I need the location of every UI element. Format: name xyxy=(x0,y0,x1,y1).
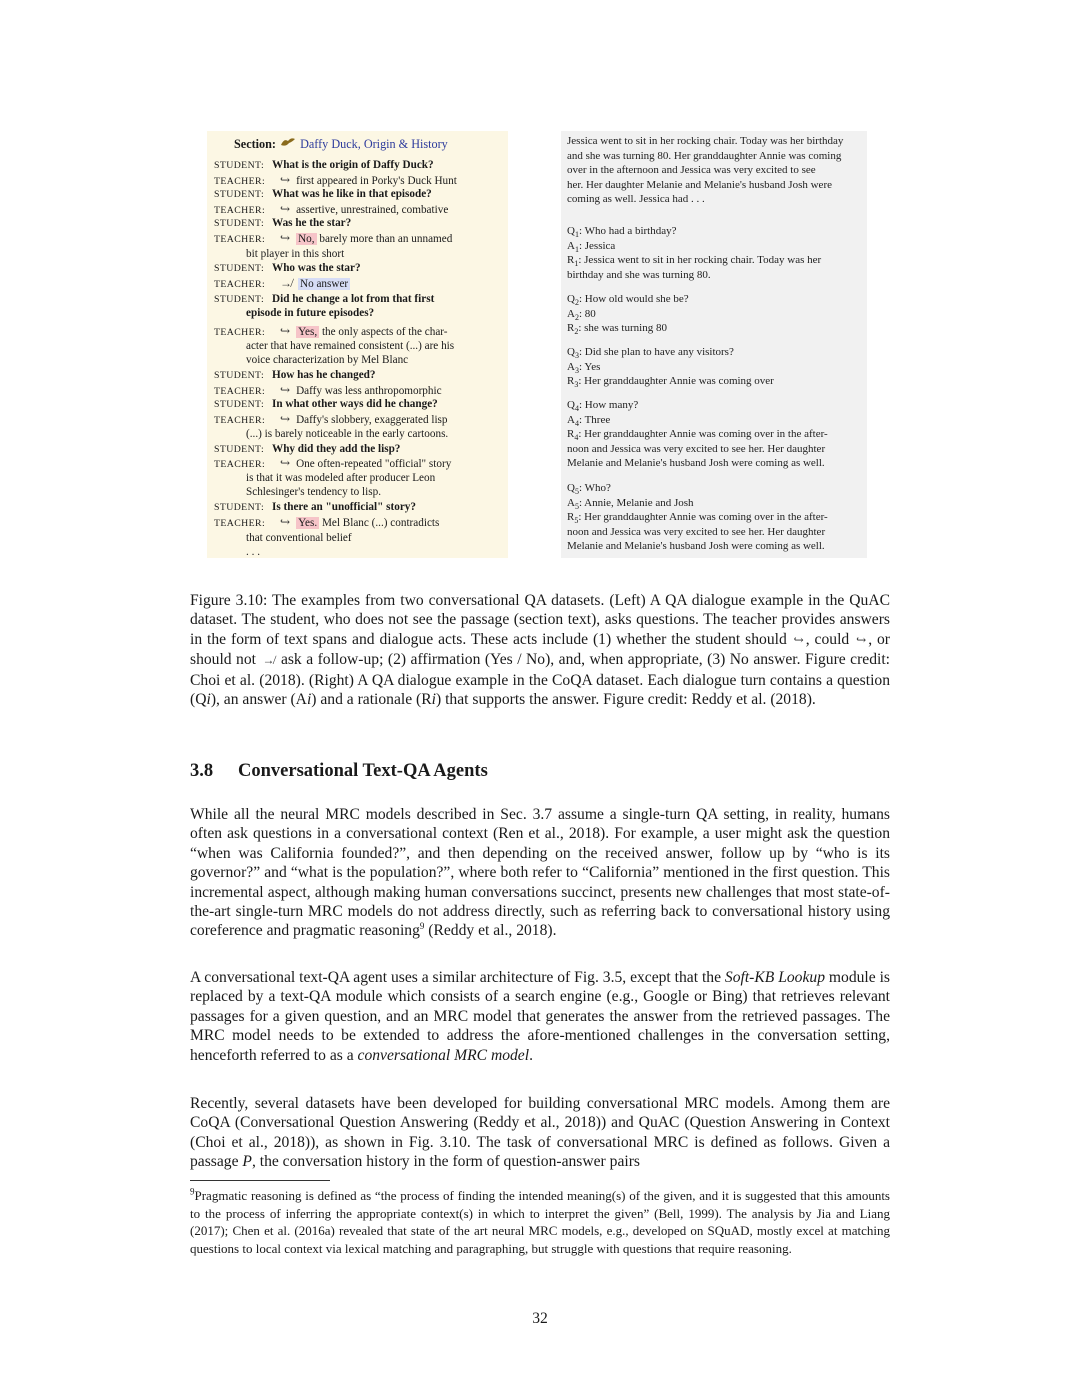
teacher-turn: TEACHER: ↛ No answer xyxy=(214,276,349,290)
followup-arrow-icon: ↪ xyxy=(280,456,291,470)
body-paragraph-1: While all the neural MRC models described in Sec. 3.7 assume a single-turn QA setting, in reality, humans often ask questions in a conversational context (Ren et al., 2018). For example, a user might ask the question “when was California founded?”, and then depending on the received answer, follow up by “who is its governor?” and “what is the population?”, where both refer to “California” mentioned in the first question. This incremental aspect, although making human conversations succinct, presents new challenges that most state-of-the-art single-turn MRC models do not address directly, such as referring back to conversational history using coreference and pragmatic reasoning$^9$ (Reddy et al., 2018). xyxy=(190,806,890,940)
dialogue-continuation: that conventional belief xyxy=(246,532,352,544)
followup-arrow-icon: ↪ xyxy=(280,383,291,397)
followup-arrow-icon: ↪ xyxy=(280,231,291,245)
student-turn: STUDENT: In what other ways did he change? xyxy=(214,398,438,410)
dialogue-continuation: acter that have remained consistent (...) are his xyxy=(246,340,455,352)
quac-dialogue-figure xyxy=(207,131,508,558)
dialogue-continuation: (...) is barely noticeable in the early cartoons. xyxy=(246,428,449,440)
teacher-turn: TEACHER: ↪ Yes. Mel Blanc (...) contradicts xyxy=(214,515,440,529)
body-paragraph-3: Recently, several datasets have been developed for building conversational MRC models. Among them are CoQA (Conversational Question Answering (Reddy et al., 2018)) and QuAC (Question Answering in Context (Choi et al., 2018)), as shown in Fig. 3.10. The task of conversational MRC is defined as follows. Given a passage P, the conversation history in the form of question-answer pairs xyxy=(190,1095,890,1171)
affirmation-highlight: No, xyxy=(298,233,315,245)
teacher-turn: TEACHER: ↪ assertive, unrestrained, combative xyxy=(214,202,449,216)
dialogue-continuation: . . . xyxy=(246,546,260,558)
teacher-turn: TEACHER: ↪ first appeared in Porky's Duck Hunt xyxy=(214,173,457,187)
qa-turn-5: $Q_5$: Who? $A_5$: Annie, Melanie and Josh $R_5$: Her granddaughter Annie was coming over in the after- noon and Jessica was very excited to see her. Her daughter Melanie and Melanie's husband Josh were coming as well. xyxy=(567,482,828,553)
section-header xyxy=(234,136,448,152)
no-followup-arrow-icon: ↛ xyxy=(280,276,292,290)
footnote: $^9$Pragmatic reasoning is defined as “the process of finding the intended meaning(s) of the given, and it is suggested that this amounts to the process of inferring the appropriate context(s) in which to interpret the given” (Bell, 1999). The analysis by Jia and Liang (2017); Chen et al. (2016a) revealed that state of the art neural MRC models, e.g., developed on SQuAD, mostly excel at matching questions to local context via lexical matching and paragraphing, but struggle with questions that require reasoning. xyxy=(190,1186,890,1256)
student-turn: STUDENT: How has he changed? xyxy=(214,369,376,381)
teacher-turn: TEACHER: ↪ One often-repeated "official" story xyxy=(214,456,452,470)
student-turn: STUDENT: Did he change a lot from that first xyxy=(214,293,435,305)
qa-turn-3: $Q_3$: Did she plan to have any visitors? $A_3$: Yes $R_3$: Her granddaughter Annie was coming over xyxy=(567,346,774,390)
dialogue-continuation: episode in future episodes? xyxy=(246,307,375,319)
section-link[interactable]: Daffy Duck, Origin & History xyxy=(300,137,448,151)
page-number: 32 xyxy=(532,1310,548,1327)
student-turn: STUDENT: Is there an "unofficial" story? xyxy=(214,501,416,513)
footnote-ref[interactable]: 9 xyxy=(419,921,425,932)
followup-arrow-icon: ↪ xyxy=(280,515,291,529)
dialogue-continuation: bit player in this short xyxy=(246,248,345,260)
body-paragraph-2: A conversational text-QA agent uses a similar architecture of Fig. 3.5, except that the Soft-KB Lookup module is replaced by a text-QA module which consists of a search engine (e.g., Google or Bing) that retrieves relevant passages for a given question, and an MRC model that generates the answer from the retrieved passages. The MRC model needs to be extended to address the afore-mentioned challenges in the conversation setting, henceforth referred to as a conversational MRC model. xyxy=(190,969,890,1064)
daffy-duck-icon xyxy=(280,136,296,152)
followup-arrow-icon: ↪ xyxy=(280,324,291,338)
qa-turn-2: $Q_2$: How old would she be? $A_2$: 80 $R_2$: she was turning 80 xyxy=(567,293,689,337)
dialogue-continuation: is that it was modeled after producer Leon xyxy=(246,472,436,484)
teacher-turn: TEACHER: ↪ No, barely more than an unnamed xyxy=(214,231,453,245)
qa-turn-1: $Q_1$: Who had a birthday? $A_1$: Jessica $R_1$: Jessica went to sit in her rocking chair. Today was her birthday and she was turning 80. xyxy=(567,225,822,281)
teacher-turn: TEACHER: ↪ Daffy's slobbery, exaggerated lisp xyxy=(214,412,448,426)
student-turn: STUDENT: What is the origin of Daffy Duck? xyxy=(214,159,434,171)
student-turn: STUDENT: Who was the star? xyxy=(214,262,361,274)
affirmation-highlight: Yes, xyxy=(298,326,318,338)
dialogue-continuation: Schlesinger's tendency to lisp. xyxy=(246,486,381,498)
student-turn: STUDENT: What was he like in that episode? xyxy=(214,188,432,200)
qa-turn-4: $Q_4$: How many? $A_4$: Three $R_4$: Her granddaughter Annie was coming over in the after- noon and Jessica was very excited to see her. Her daughter Melanie and Melanie's husband Josh were coming as well. xyxy=(567,399,828,470)
figure-caption: Figure 3.10: The examples from two conversational QA datasets. (Left) A QA dialogue example in the QuAC dataset. The student, who does not see the passage (section text), asks questions. The teacher provides answers in the form of text spans and dialogue acts. These acts include (1) whether the student should ↪ , could ↪ , or should not ↛ ask a follow-up; (2) affirmation (Yes / No), and, when appropriate, (3) No answer. Figure credit: Choi et al. (2018). (Right) A QA dialogue example in the CoQA dataset. Each dialogue turn contains a question (Qi), an answer (Ai) and a rationale (Ri) that supports the answer. Figure credit: Reddy et al. (2018). xyxy=(190,592,891,709)
affirmation-highlight: Yes. xyxy=(298,517,318,529)
teacher-turn: TEACHER: ↪ Yes, the only aspects of the char- xyxy=(214,324,448,338)
section-label: Section: xyxy=(234,137,276,151)
student-turn: STUDENT: Why did they add the lisp? xyxy=(214,443,401,455)
footnote-divider xyxy=(190,1180,330,1181)
coqa-figure xyxy=(561,131,867,558)
student-turn: STUDENT: Was he the star? xyxy=(214,217,352,229)
followup-arrow-icon: ↪ xyxy=(280,202,291,216)
teacher-turn: TEACHER: ↪ Daffy was less anthropomorphic xyxy=(214,383,442,397)
followup-arrow-icon: ↪ xyxy=(280,412,291,426)
followup-arrow-icon: ↪ xyxy=(280,173,291,187)
coqa-passage: Jessica went to sit in her rocking chair. Today was her birthday and she was turning 80. Her granddaughter Annie was coming over in the afternoon and Jessica was very excited to see her. Her daughter Melanie and Melanie's husband Josh were coming as well. Jessica had . . . xyxy=(567,135,844,206)
no-answer-highlight: No answer xyxy=(300,278,349,290)
dialogue-continuation: voice characterization by Mel Blanc xyxy=(246,354,409,366)
section-heading: 3.8 Conversational Text-QA Agents xyxy=(190,761,488,781)
